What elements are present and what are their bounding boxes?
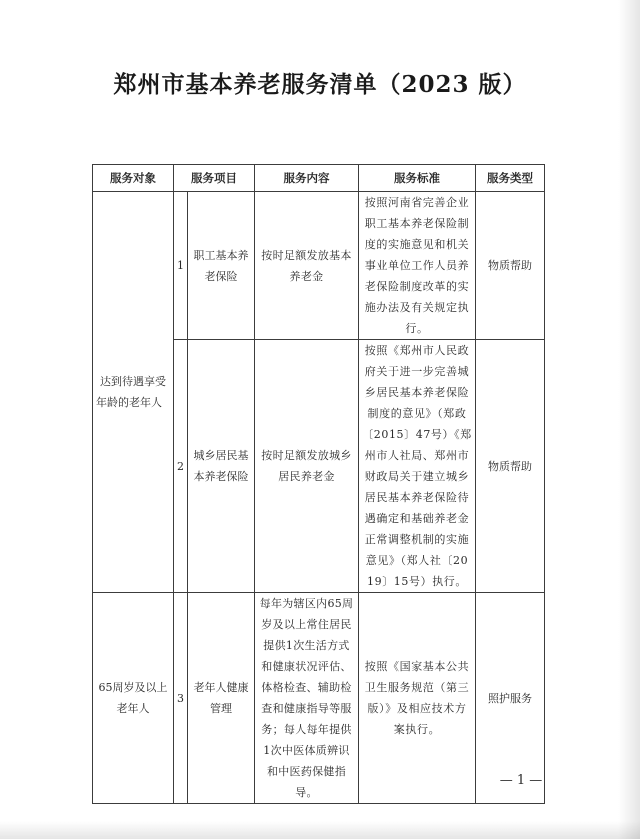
table-row xyxy=(93,192,545,340)
header-service-standard: 服务标准 xyxy=(359,165,476,192)
service-type-cell: 物质帮助 xyxy=(476,340,545,593)
service-standard-cell: 按照河南省完善企业职工基本养老保险制度的实施意见和机关事业单位工作人员养老保险制度改革的实施办法及有关规定执行。 xyxy=(359,192,476,340)
row-index: 3 xyxy=(174,593,188,804)
service-item-cell: 老年人健康管理 xyxy=(188,593,255,804)
service-object-cell: 达到待遇享受年龄的老年人 xyxy=(93,192,174,593)
header-service-content: 服务内容 xyxy=(255,165,359,192)
header-service-item: 服务项目 xyxy=(174,165,255,192)
page-number: — 1 — xyxy=(499,773,543,788)
table-header-row xyxy=(93,165,545,192)
service-content-cell: 按时足额发放城乡居民养老金 xyxy=(255,340,359,593)
service-object-cell: 65周岁及以上老年人 xyxy=(93,593,174,804)
service-item-cell: 城乡居民基本养老保险 xyxy=(188,340,255,593)
table-row xyxy=(93,593,545,804)
service-content-cell: 每年为辖区内65周岁及以上常住居民提供1次生活方式和健康状况评估、体格检查、辅助检查和健康指导等服务；每人每年提供1次中医体质辨识和中医药保健指导。 xyxy=(255,593,359,804)
page-bottom-shadow xyxy=(0,821,640,839)
service-item-cell: 职工基本养老保险 xyxy=(188,192,255,340)
row-index: 1 xyxy=(174,192,188,340)
page-edge-shadow xyxy=(618,0,640,839)
row-index: 2 xyxy=(174,340,188,593)
service-standard-cell: 按照《国家基本公共卫生服务规范（第三版）》及相应技术方案执行。 xyxy=(359,593,476,804)
header-service-type: 服务类型 xyxy=(476,165,545,192)
service-content-cell: 按时足额发放基本养老金 xyxy=(255,192,359,340)
service-standard-cell: 按照《郑州市人民政府关于进一步完善城乡居民基本养老保险制度的意见》（郑政〔2015〕47号）《郑州市人社局、郑州市财政局关于建立城乡居民基本养老保险待遇确定和基础养老金正常调整机制的实施意见》（郑人社〔2019〕15号）执行。 xyxy=(359,340,476,593)
service-list-table xyxy=(92,164,545,804)
service-type-cell: 照护服务 xyxy=(476,593,545,804)
document-title: 郑州市基本养老服务清单（2023 版） xyxy=(113,71,527,98)
service-type-cell: 物质帮助 xyxy=(476,192,545,340)
header-service-object: 服务对象 xyxy=(93,165,174,192)
